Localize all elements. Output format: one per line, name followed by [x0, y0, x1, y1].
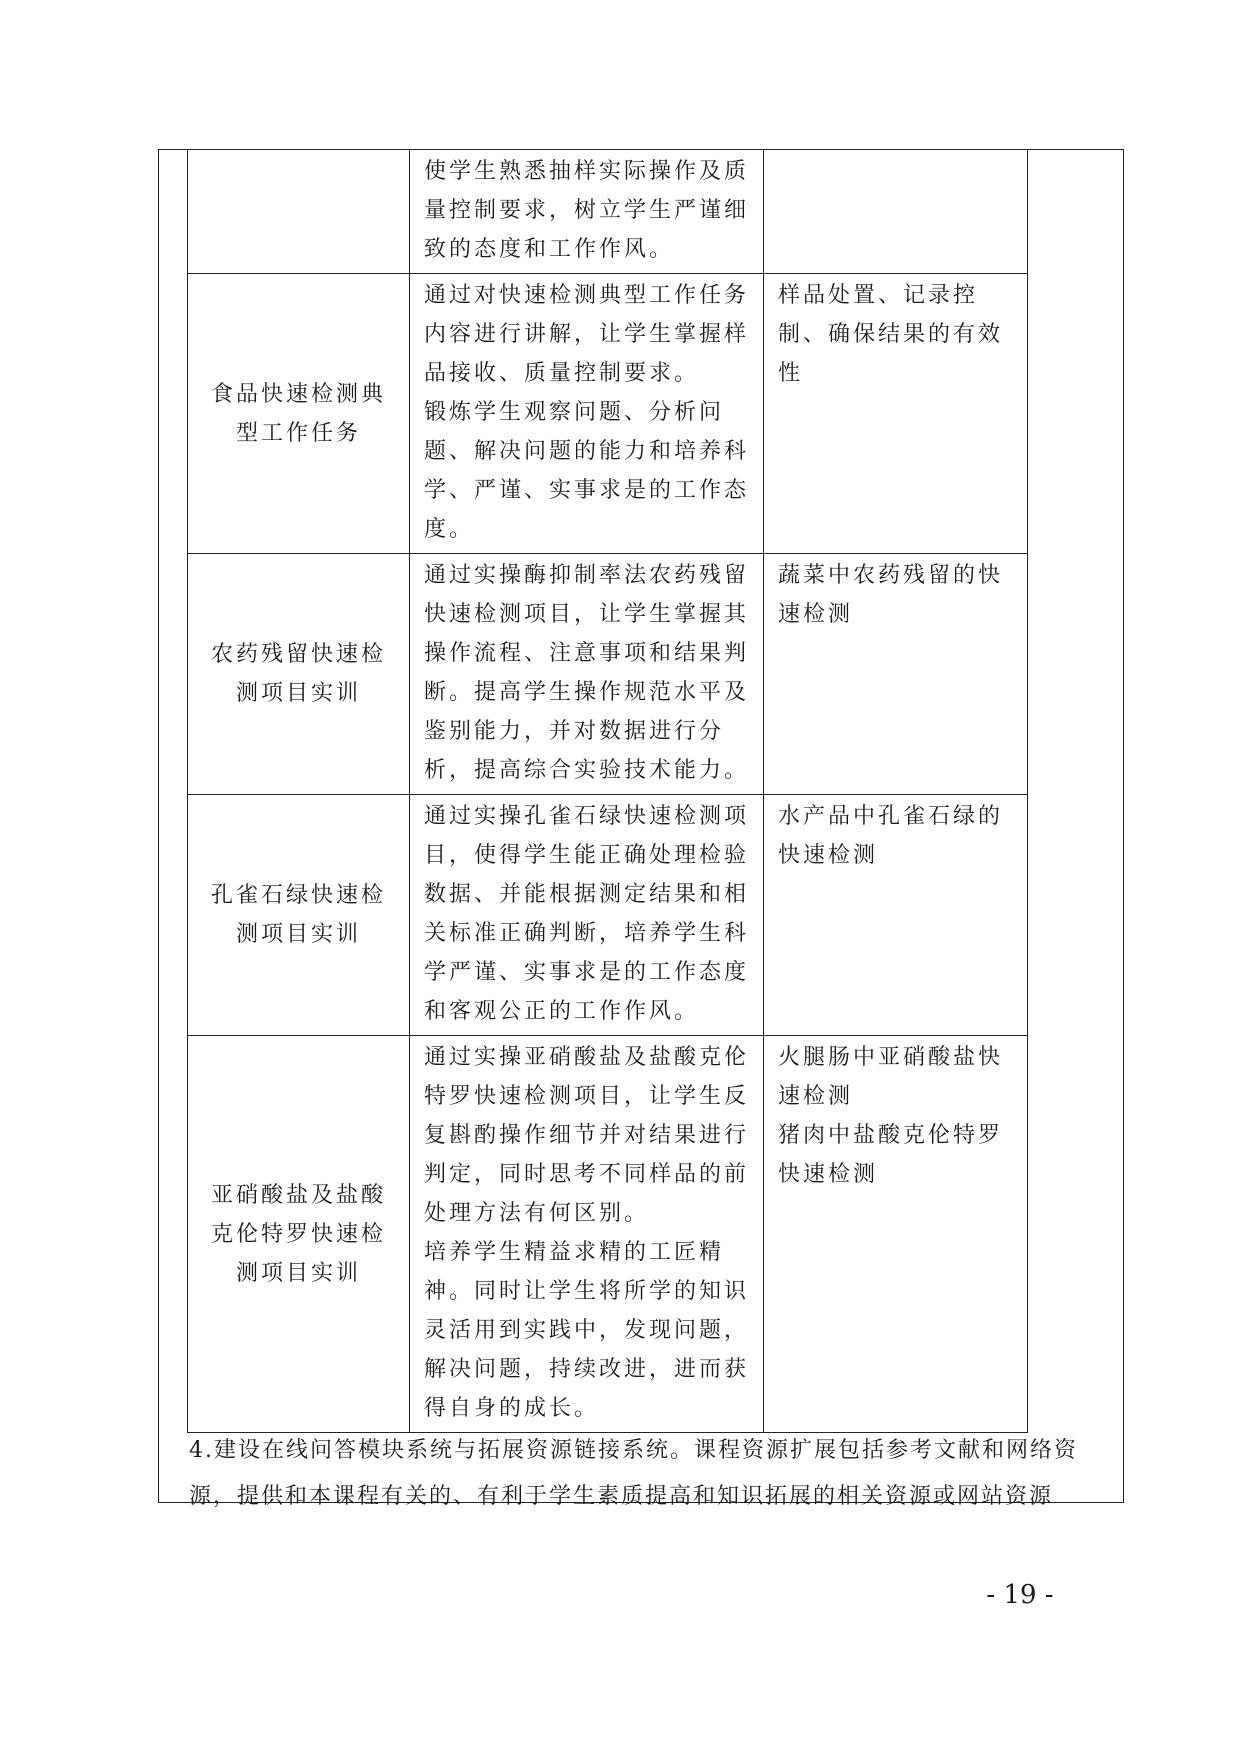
- content-paragraph: 通过实操孔雀石绿快速检测项目，使得学生能正确处理检验数据、并能根据测定结果和相关标准正确判断，培养学生科学严谨、实事求是的工作态度和客观公正的工作作风。: [424, 804, 750, 1024]
- course-table: [187, 150, 1028, 1433]
- topic-cell: 孔雀石绿快速检测项目实训: [188, 795, 410, 1036]
- content-paragraph: 培养学生精益求精的工匠精神。同时让学生将所学的知识灵活用到实践中，发现问题，解决问题，持续改进，进而获得自身的成长。: [424, 1240, 750, 1421]
- project-paragraph: 蔬菜中农药残留的快速检测: [778, 563, 1004, 627]
- project-paragraph: 猪肉中盐酸克伦特罗快速检测: [778, 1123, 1004, 1187]
- content-paragraph: 通过实操亚硝酸盐及盐酸克伦特罗快速检测项目，让学生反复斟酌操作细节并对结果进行判定，同时思考不同样品的前处理方法有何区别。: [424, 1045, 750, 1226]
- document-frame: [158, 149, 1124, 1509]
- project-cell: [764, 554, 1028, 795]
- project-cell: [764, 274, 1028, 554]
- content-cell: [410, 1036, 764, 1433]
- project-paragraph: 火腿肠中亚硝酸盐快速检测: [778, 1045, 1004, 1109]
- project-paragraph: 水产品中孔雀石绿的快速检测: [778, 804, 1004, 868]
- project-paragraph: 样品处置、记录控制、确保结果的有效性: [778, 283, 1004, 386]
- page-number: - 19 -: [986, 1580, 1054, 1610]
- project-cell: [764, 150, 1028, 274]
- content-cell: [410, 554, 764, 795]
- content-paragraph: 通过对快速检测典型工作任务内容进行讲解，让学生掌握样品接收、质量控制要求。: [424, 283, 750, 386]
- topic-cell: 亚硝酸盐及盐酸克伦特罗快速检测项目实训: [188, 1036, 410, 1433]
- topic-cell: 农药残留快速检测项目实训: [188, 554, 410, 795]
- content-paragraph: 通过实操酶抑制率法农药残留快速检测项目，让学生掌握其操作流程、注意事项和结果判断。提高学生操作规范水平及鉴别能力，并对数据进行分析，提高综合实验技术能力。: [424, 563, 750, 783]
- content-cell: [410, 150, 764, 274]
- project-cell: [764, 1036, 1028, 1433]
- project-cell: [764, 795, 1028, 1036]
- content-cell: [410, 795, 764, 1036]
- topic-cell: 食品快速检测典型工作任务: [188, 274, 410, 554]
- content-paragraph: 使学生熟悉抽样实际操作及质量控制要求，树立学生严谨细致的态度和工作作风。: [424, 159, 750, 262]
- content-cell: [410, 274, 764, 554]
- topic-cell: [188, 150, 410, 274]
- content-paragraph: 锻炼学生观察问题、分析问题、解决问题的能力和培养科学、严谨、实事求是的工作态度。: [424, 400, 750, 542]
- table-row: [188, 150, 1028, 274]
- table-row: [188, 795, 1028, 1036]
- table-row: [188, 554, 1028, 795]
- resource-note: 4.建设在线问答模块系统与拓展资源链接系统。课程资源扩展包括参考文献和网络资源，提供和本课程有关的、有利于学生素质提高和知识拓展的相关资源或网站资源: [189, 1438, 1078, 1509]
- table-row: [188, 274, 1028, 554]
- table-row: [188, 1036, 1028, 1433]
